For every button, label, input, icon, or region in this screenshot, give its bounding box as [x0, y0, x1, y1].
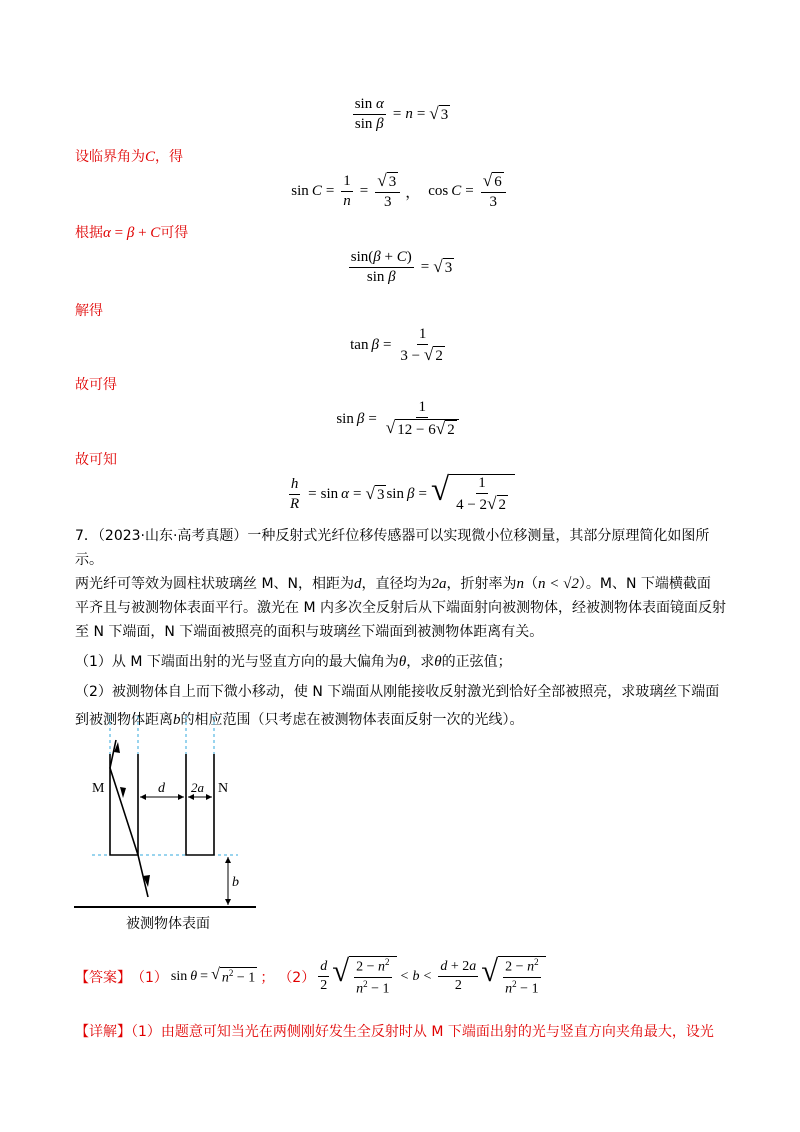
equation-snell: $\frac{\text{sin α}}{\text{sin β}}$ = n = √ 3 — [354, 96, 449, 133]
equation-sum: $\frac{\sin(\beta + C)}{\text{sin β}}$ = √ 3 — [350, 249, 453, 286]
surface-caption: 被测物体表面 — [126, 916, 210, 932]
label-know: 故可知 — [75, 452, 117, 468]
question-paragraph: 7．（2023·山东·高考真题）一种反射式光纤位移传感器可以实现微小位移测量，其部分原理简化如图所示。 两光纤可等效为圆柱状玻璃丝 M、N，相距为d，直径均为2a，折射率为n（n < √2）。M、N 下端横截面 平齐且与被测物体表面平行。激光在 M 内多次全反射后从下端面射向被测物体，经被测物体表面镜面反射 至 N 下端面，N 下端面被照亮的面积与玻璃丝下端面到被测物体距离有关。 （1）从 M 下端面出射的光与竖直方向的最大偏角为θ，求θ的正弦值； （2）被测物体自上而下微小移动，使 N 下端面从刚能接收反射激光到恰好全部被照亮，求玻璃丝下端面 到被测物体距离b的相应范围（只考虑在被测物体表面反射一次的光线）。 — [75, 528, 726, 728]
label-b: b — [232, 875, 239, 890]
label-d: d — [158, 781, 165, 796]
label-thus: 故可得 — [75, 377, 117, 393]
equation-ratio: $\frac{h}{R}$ = sin α = √ 3 sin β = √ 1 4 − 2 √ 2 — [0, 474, 800, 515]
label-according: 根据α = β + C可得 — [75, 225, 189, 241]
fiber-sensor-diagram — [70, 712, 270, 937]
equation-sin: sin β = 1 √ 12 − 6 √ 2 — [0, 399, 800, 439]
label-solve: 解得 — [75, 303, 103, 319]
detail-line: 【详解】（1）由题意可知当光在两侧刚好发生全反射时从 M 下端面出射的光与竖直方向夹角最大，设光 — [75, 1024, 714, 1040]
label-n: N — [218, 781, 229, 796]
label-m: M — [92, 781, 105, 796]
equation-tan: tan β = 1 3 − √ 2 — [350, 326, 443, 365]
answer-line: 【答案】 （1） sin θ = √ $n^2 - 1$ ； （2） $\frac{d}{2}$ √ $\frac{2 - n^2}{n^2 - 1}$ < b < $\frac{d + 2a}{2}$ √ $\frac{2 - n^2}{n^2 - 1}$ — [75, 956, 546, 998]
label-critical-angle: 设临界角为C，得 — [75, 149, 184, 165]
equation-critical: sin C = $\frac{1}{n}$ = √ 3 3 ， cos C = √ 6 3 — [0, 172, 800, 212]
label-2a: 2a — [191, 780, 204, 795]
